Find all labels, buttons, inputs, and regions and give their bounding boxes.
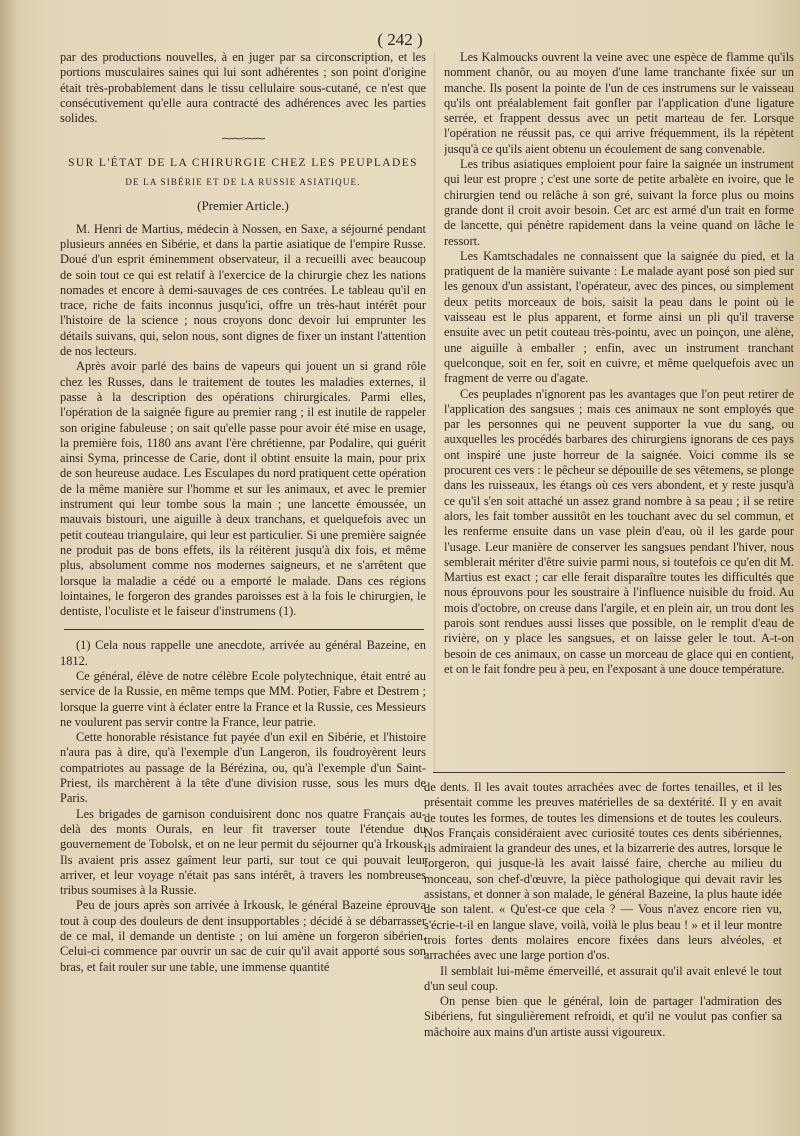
footnote-paragraph: Les brigades de garnison conduisirent donc nos quatre Français au-delà des monts Ourals, en leur fit traverser toute l'étendue du gouvernement de Tobolsk, et on ne leur permit du séjourner qu'à Irkousk. Ils avaient pris assez gaîment leur parti, sur tout ce qui pouvait leur arriver, et leur voyage n'était pas sans intérêt, à travers les nombreuses tribus soumises à la Russie. [60, 806, 426, 898]
footnote-paragraph: On pense bien que le général, loin de partager l'admiration des Sibériens, fut singulièrement refroidi, et qu'il ne voulut pas confier sa mâchoire aux mains d'un artiste aussi vigoureux. [424, 994, 782, 1039]
page-edge-stain [0, 0, 18, 1136]
article-title: SUR L'ÉTAT DE LA CHIRURGIE CHEZ LES PEUPLADES [68, 156, 418, 169]
footnote-rule [64, 629, 424, 630]
footnote-paragraph: Peu de jours après son arrivée à Irkousk, le général Bazeine éprouva tout à coup des douleurs de dent insupportables ; décidé à se débarrasser de ce mal, il demande un dentiste ; on lui amène un forgeron sibérien. Celui-ci commence par ouvrir un sac de cuir qu'il avait apporté sous son bras, et fait rouler sur une table, une immense quantité [60, 898, 426, 974]
body-paragraph: Après avoir parlé des bains de vapeurs qui jouent un si grand rôle chez les Russes, dans le traitement de toutes les maladies externes, il passe à la description des opérations chirurgicales. Parmi elles, l'opération de la saignée figure au premier rang ; il est inutile de rappeler son origine fabuleuse ; on sait qu'elle passe pour avoir été mise en usage, la première fois, 1180 ans avant l'ère chrétienne, par Podalire, qui guérit ainsi Syma, princesse de Carie, dont il obtint ensuite la main, pour prix de son heureuse audace. Les Esculapes du nord pratiquent cette opération de la même manière sur l'homme et sur les animaux, et avec le premier instrument qui leur tombe sous la main ; une lancette émoussée, un mauvais bistouri, une aiguille à deux tranchans, et quelquefois avec un petit couteau triangulaire, qui leur est particulier. Si une première saignée ne produit pas de bons effets, ils la réitèrent jusqu'à dix fois, et même plus, absolument comme nos modernes saigneurs, et ne s'arrêtent que lorsque la maladie a cédé ou a emporté le malade. Dans ces régions lointaines, le forgeron des grandes paroisses est à la fois le chirurgien, le dentiste, l'oculiste et le faiseur d'instrumens (1). [60, 359, 426, 619]
section-rule [433, 772, 785, 773]
body-paragraph: Les tribus asiatiques emploient pour faire la saignée un instrument qui leur est propre ; c'est une sorte de petite arbalète en ivoire, que le chirurgien tend ou relâche à son gré, suivant la force plus ou moins grande dont il croit avoir besoin. Cet arc est armé d'un trait en forme de lancette, qui pénètre rapidement dans la veine quand on lâche le ressort. [444, 157, 794, 248]
body-paragraph: Les Kamtschadales ne connaissent que la saignée du pied, et la pratiquent de la manière suivante : Le malade ayant posé son pied sur les genoux d'un assistant, l'opérateur, avec des pinces, ou simplement deux petits morceaux de bois, saisit la peau dans le point où le vaisseau est le plus apparent, et forme ainsi un pli qu'il traverse ensuite avec un petit couteau très-pointu, avec un poinçon, une alène, une aiguille à emballer ; enfin, avec un instrument tranchant quelconque, soit en fer, soit en cuivre, et même quelquefois avec un fragment de verre ou d'agate. [444, 248, 794, 386]
right-column-top [444, 50, 794, 770]
body-paragraph: Les Kalmoucks ouvrent la veine avec une espèce de flamme qu'ils nomment chanôr, ou au moyen d'une lame tranchante fixée sur un manche. Ils posent la pointe de l'un de ces instrumens sur le vaisseau qu'ils ont préalablement fait gonfler par l'application d'une ligature serrée, et frappent dessus avec un petit marteau de fer. Lorsque l'opération ne réussit pas, ce qui arrive fréquemment, ils la répètent jusqu'à ce qu'ils aient obtenu un écoulement de sang convenable. [444, 50, 794, 156]
body-paragraph: M. Henri de Martius, médecin à Nossen, en Saxe, a séjourné pendant plusieurs années en Sibérie, et dans la partie asiatique de l'empire Russe. Doué d'un esprit éminemment observateur, il a recueilli avec beaucoup de soin tout ce qui est relatif à l'exercice de la chirurgie chez les nations nomades et encore à demi-sauvages de ces contrées. Le tableau qu'il en trace, riche de faits inconnus jusqu'ici, offre un très-haut intérêt pour l'histoire de la science ; nous croyons donc devoir lui emprunter les détails suivans, qui, selon nous, sont dignes de fixer un instant l'attention de nos lecteurs. [60, 221, 426, 359]
ornament-divider: ⁓⁓◦⁓⁓ [221, 133, 265, 146]
footnote-paragraph: Ce général, élève de notre célèbre Ecole polytechnique, était entré au service de la Russie, en même temps que MM. Potier, Fabre et Destrem ; lorsque la guerre vint à éclater entre la France et la Russie, ces Messieurs ne voulurent pas servir contre la France, leur patrie. [60, 668, 426, 729]
article-part-label: (Premier Article.) [197, 198, 289, 214]
left-column [60, 50, 426, 1126]
right-column-bottom [424, 780, 782, 1120]
article-subtitle: DE LA SIBÉRIE ET DE LA RUSSIE ASIATIQUE. [125, 177, 361, 188]
intro-paragraph: par des productions nouvelles, à en juger par sa circonscription, et les portions musculaires saines qui lui sont adhérentes ; son point d'origine était très-probablement dans le tissu cellulaire sous-cutané, ce n'est que consécutivement qu'elle aura contracté des adhérences avec les parties solides. [60, 50, 426, 126]
footnote-paragraph: Il semblait lui-même émerveillé, et assurait qu'il avait enlevé le tout d'un seul coup. [424, 963, 782, 993]
body-paragraph: Ces peuplades n'ignorent pas les avantages que l'on peut retirer de l'application des sangsues ; mais ces animaux ne sont employés que par les personnes qui ne peuvent supporter la vue du sang, ou auxquelles les procédés barbares des chirurgiens ignorans de ces pays ont inspiré une juste horreur de la saignée. Voici comme ils se procurent ces vers : le pêcheur se dépouille de ses vêtemens, se plonge dans les ruisseaux, les étangs où ces vers abondent, et y reste jusqu'à ce qu'il s'en soit attaché un assez grand nombre à sa peau ; il se retire alors, les fait tomber aussitôt en les touchant avec du sel commun, et les renferme ensuite dans un vase plein d'eau, où il les garde pour l'usage. Leur manière de conserver les sangsues pendant l'hiver, nous semblerait mériter d'être suivie parmi nous, si toutefois ce qu'en dit M. Martius est exact ; car elle ferait disparaître toutes les difficultés que nous éprouvons pour les soustraire à l'influence nuisible du froid. Au mois d'octobre, on creuse dans l'argile, et en plein air, un trou dont les parois sont rendues aussi lisses que possible, on le remplit d'eau de rivière, on y place les sangsues, et on laisse geler le tout. A-t-on besoin de ces animaux, on casse un morceau de glace qui en contient, et on le fait fondre peu à peu, en l'exposant à une douce température. [444, 386, 794, 676]
page-number: ( 242 ) [377, 30, 423, 49]
footnote-paragraph: (1) Cela nous rappelle une anecdote, arrivée au général Bazeine, en 1812. [60, 638, 426, 668]
column-divider [434, 52, 435, 772]
footnote-continuation: de dents. Il les avait toutes arrachées avec de fortes tenailles, et il les présentait comme les preuves matérielles de sa dextérité. Il y en avait de toutes les formes, de toutes les dimensions et de toutes les couleurs. Nos Français considéraient avec curiosité toutes ces dents sibériennes, ils admiraient la grandeur des unes, et la bizarrerie des autres, lorsque le forgeron, qui jusque-là les avait laissé faire, cherche au milieu du monceau, son chef-d'œuvre, la pièce pathologique qui devait ravir les assistans, et donner à son malade, le général Bazeine, la plus haute idée de son talent. « Qu'est-ce que cela ? — Vous n'avez encore rien vu, s'écrie-t-il en langue slave, voilà, voilà le plus beau ! » et il leur montre trois fortes dents molaires encore fixées dans leurs alvéoles, et arrachées avec une large portion d'os. [424, 780, 782, 963]
footnote-paragraph: Cette honorable résistance fut payée d'un exil en Sibérie, et l'histoire n'aura pas à dire, qu'à l'exemple d'un Langeron, ils foudroyèrent leurs compatriotes au passage de la Bérézina, ou, qu'à l'exemple d'un Saint-Priest, ils marchèrent à la tête d'une division russe, sous les murs de Paris. [60, 730, 426, 806]
